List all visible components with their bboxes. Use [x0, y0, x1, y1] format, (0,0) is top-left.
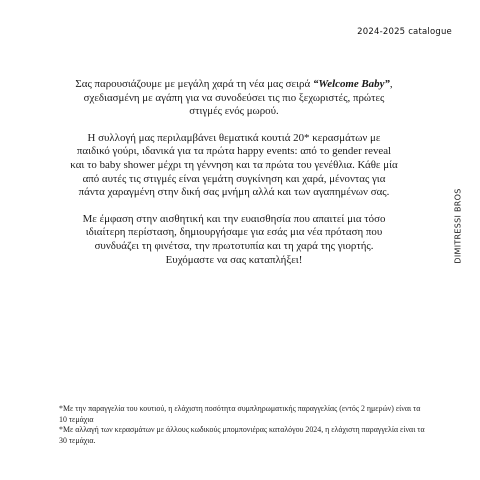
intro-paragraph	[70, 78, 398, 119]
aesthetics-paragraph: Με έμφαση στην αισθητική και την ευαισθησία που απαιτεί μια τόσο ιδιαίτερη περίσταση, δημιουργήσαμε για εσάς μια νέα πρόταση που συνδυάζει τη φινέτσα, την πρωτοτυπία και τη χαρά της γιορτής. Ευχόμαστε να σας καταπλήξει!	[82, 212, 386, 266]
catalog-year-label: 2024-2025 catalogue	[357, 27, 452, 37]
intro-line-end: , σχεδιασμένη με αγάπη για να συνοδεύσει τις πιο ξεχωριστές, πρώτες στιγμές ενός μωρού.	[83, 78, 393, 118]
intro-line-start: Σας παρουσιάζουμε με μεγάλη χαρά τη νέα μας σειρά	[75, 78, 311, 90]
collection-name: “Welcome Baby”	[312, 78, 390, 90]
footnote-minimum-order: *Με αλλαγή των κερασμάτων με άλλους κωδικούς μπομπονιέρας καταλόγου 2024, η ελάχιστη παραγγελία είναι τα 30 τεμάχια.	[59, 425, 425, 446]
side-brand-label: DIMITRESSI BROS	[453, 188, 463, 264]
footnote-minimum-box: *Με την παραγγελία του κουτιού, η ελάχιστη ποσότητα συμπληρωματικής παραγγελίας (εντός 2 ημερών) είναι τα 10 τεμάχια	[59, 404, 421, 424]
main-text	[70, 78, 398, 280]
footnotes	[59, 404, 429, 447]
collection-paragraph: Η συλλογή μας περιλαμβάνει θεματικά κουτιά 20* κερασμάτων με παιδικό γούρι, ιδανικά για τα πρώτα happy events: από το gender reveal και το baby shower μέχρι τη γέννηση και τα πρώτα του γενέθλια. Κάθε μία από αυτές τις στιγμές είναι γεμάτη συγκίνηση και χαρά, μένοντας για πάντα χαραγμένη στην δική σας μνήμη αλλά και των αγαπημένων σας.	[70, 131, 398, 199]
